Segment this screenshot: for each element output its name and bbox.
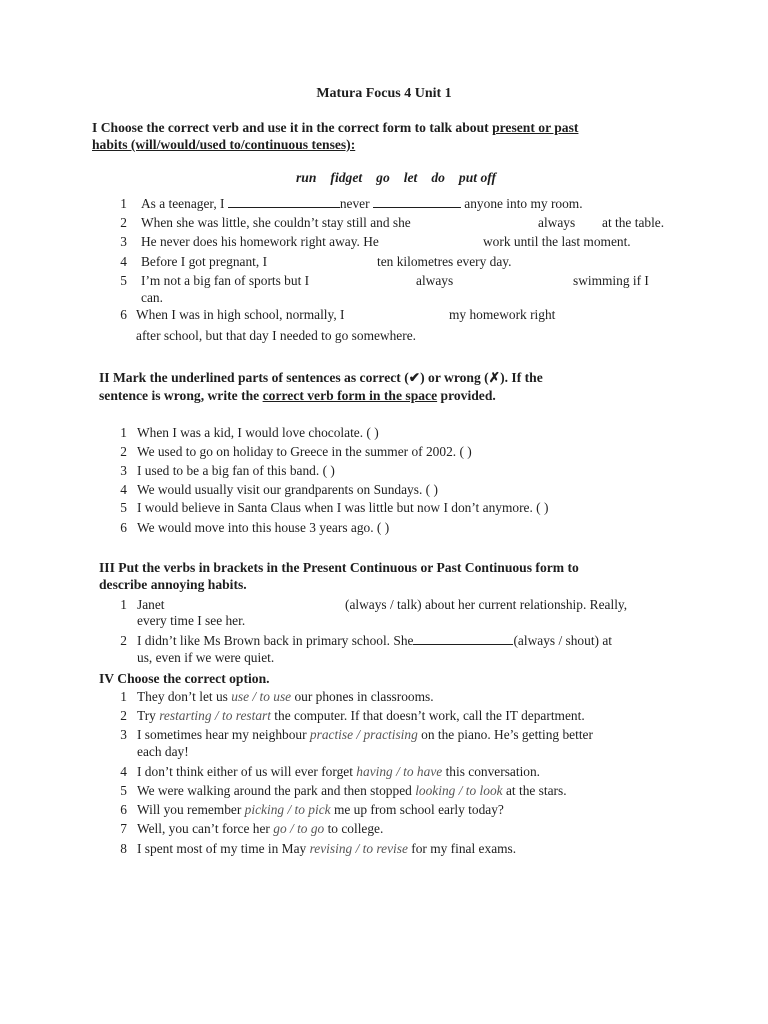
section-2-heading-text: sentence is wrong, write the	[99, 388, 263, 403]
option-separator: /	[352, 841, 363, 856]
item-text: I’m not a big fan of sports but I	[141, 273, 310, 288]
exercise-4-item	[137, 689, 434, 705]
exercise-2-item: I would believe in Santa Claus when I was little but now I don’t anymore. ( )	[137, 500, 549, 515]
exercise-4-item	[137, 802, 504, 818]
item-text: (always / talk) about her current relationship. Really,	[345, 597, 628, 612]
item-number: 5	[120, 500, 127, 515]
item-text: He never does his homework right away. He	[141, 234, 379, 249]
option-b[interactable]: to revise	[362, 841, 408, 856]
exercise-2-item: We used to go on holiday to Greece in the summer of 2002. ( )	[137, 444, 472, 459]
item-number: 7	[120, 821, 127, 836]
option-a[interactable]: go	[273, 821, 287, 836]
item-text: after school, but that day I needed to go somewhere.	[136, 328, 416, 343]
item-number: 4	[120, 764, 127, 779]
word-bank-item: fidget	[330, 170, 363, 185]
option-separator: /	[455, 783, 466, 798]
exercise-4-item	[137, 708, 585, 724]
item-text: on the piano. He’s getting better	[417, 727, 593, 742]
item-number: 2	[120, 215, 127, 230]
item-text: never	[339, 196, 373, 211]
item-text: every time I see her.	[137, 613, 246, 628]
answer-blank[interactable]	[228, 196, 340, 208]
item-text: I sometimes hear my neighbour	[137, 727, 310, 742]
exercise-4-item	[137, 821, 383, 837]
exercise-2-item: We would usually visit our grandparents on Sundays. ( )	[137, 482, 438, 497]
option-a[interactable]: revising	[309, 841, 353, 856]
item-text: the computer. If that doesn’t work, call the IT department.	[270, 708, 585, 723]
item-text: at the stars.	[502, 783, 567, 798]
option-a[interactable]: having	[356, 764, 393, 779]
item-number: 8	[120, 841, 127, 856]
item-number: 6	[120, 520, 127, 535]
item-text: for my final exams.	[407, 841, 517, 856]
option-a[interactable]: picking	[244, 802, 285, 817]
option-b[interactable]: practising	[363, 727, 418, 742]
section-3-heading-line2: describe annoying habits.	[99, 577, 247, 592]
option-separator: /	[392, 764, 404, 779]
item-text: ten kilometres every day.	[377, 254, 512, 269]
item-number: 2	[120, 633, 127, 648]
section-3-heading: III Put the verbs in brackets in the Present Continuous or Past Continuous form to	[99, 560, 579, 575]
item-number: 5	[120, 783, 127, 798]
item-number: 1	[120, 425, 127, 440]
option-a[interactable]: practise	[309, 727, 354, 742]
item-number: 4	[120, 254, 127, 269]
section-1-heading-line2: habits (will/would/used to/continuous tenses):	[92, 137, 356, 152]
word-bank-item: do	[431, 170, 445, 185]
item-text: swimming if I	[573, 273, 649, 288]
exercise-1-item-1	[141, 196, 583, 212]
exercise-2-item: We would move into this house 3 years ago. ( )	[137, 520, 390, 535]
item-text: As a teenager, I	[141, 196, 228, 211]
option-b[interactable]: to look	[465, 783, 503, 798]
option-separator: /	[249, 689, 260, 704]
word-bank	[296, 170, 510, 186]
item-text: Before I got pregnant, I	[141, 254, 268, 269]
item-text: They don’t let us	[137, 689, 232, 704]
option-b[interactable]: to go	[297, 821, 325, 836]
option-separator: /	[284, 802, 295, 817]
section-4-heading: IV Choose the correct option.	[99, 671, 270, 686]
section-1-heading-underlined: present or past	[492, 120, 579, 135]
exercise-4-item	[137, 783, 567, 799]
item-text: anyone into my room.	[460, 196, 583, 211]
item-text: can.	[141, 290, 163, 305]
item-text: When I was in high school, normally, I	[136, 307, 345, 322]
item-text: Well, you can’t force her	[137, 821, 274, 836]
item-number: 4	[120, 482, 127, 497]
exercise-2-item: I used to be a big fan of this band. ( )	[137, 463, 335, 478]
exercise-3-item-2	[137, 633, 612, 649]
exercise-4-item	[137, 764, 540, 780]
item-text: always	[416, 273, 454, 288]
option-a[interactable]: use	[231, 689, 250, 704]
item-text: us, even if we were quiet.	[137, 650, 275, 665]
option-a[interactable]: looking	[415, 783, 456, 798]
item-text: I didn’t like Ms Brown back in primary school. She	[137, 633, 414, 648]
item-number: 1	[120, 196, 127, 211]
option-separator: /	[353, 727, 364, 742]
item-text: me up from school early today?	[330, 802, 504, 817]
answer-blank[interactable]	[373, 196, 461, 208]
section-2-heading: II Mark the underlined parts of sentences as correct (✔) or wrong (✗). If the	[99, 370, 543, 385]
item-text: our phones in classrooms.	[291, 689, 434, 704]
section-2-heading-text: provided.	[437, 388, 496, 403]
item-number: 3	[120, 727, 127, 742]
word-bank-item: go	[376, 170, 390, 185]
section-1-heading-text: I Choose the correct verb and use it in the correct form to talk about	[92, 120, 493, 135]
exercise-2-item: When I was a kid, I would love chocolate. ( )	[137, 425, 379, 440]
item-number: 6	[120, 307, 127, 322]
item-number: 1	[120, 689, 127, 704]
exercise-4-item	[137, 841, 516, 857]
item-text: Try	[137, 708, 160, 723]
item-text: When she was little, she couldn’t stay still and she	[141, 215, 411, 230]
item-text: always	[538, 215, 576, 230]
option-a[interactable]: restarting	[159, 708, 212, 723]
option-separator: /	[286, 821, 298, 836]
item-text: (always / shout) at	[513, 633, 613, 648]
item-text: work until the last moment.	[483, 234, 631, 249]
item-text: Janet	[137, 597, 165, 612]
item-number: 3	[120, 234, 127, 249]
option-b[interactable]: to have	[403, 764, 443, 779]
item-text: Will you remember	[137, 802, 245, 817]
item-text: my homework right	[449, 307, 556, 322]
section-2-heading-underlined: correct verb form in the space	[262, 388, 438, 403]
item-text: I don’t think either of us will ever forget	[137, 764, 357, 779]
section-2-heading-line2	[99, 388, 496, 404]
item-number: 2	[120, 708, 127, 723]
answer-blank[interactable]	[413, 633, 513, 645]
item-number: 5	[120, 273, 127, 288]
item-text: I spent most of my time in May	[137, 841, 310, 856]
item-number: 3	[120, 463, 127, 478]
exercise-4-item	[137, 727, 593, 743]
word-bank-item: run	[296, 170, 317, 185]
section-1-heading	[92, 120, 578, 136]
item-number: 6	[120, 802, 127, 817]
word-bank-item: put off	[458, 170, 497, 185]
item-number: 1	[120, 597, 127, 612]
page-title: Matura Focus 4 Unit 1	[316, 86, 452, 101]
item-text: each day!	[137, 744, 189, 759]
item-text: at the table.	[602, 215, 665, 230]
word-bank-item: let	[403, 170, 418, 185]
item-number: 2	[120, 444, 127, 459]
option-separator: /	[211, 708, 222, 723]
item-text: to college.	[324, 821, 384, 836]
item-text: this conversation.	[442, 764, 541, 779]
option-b[interactable]: to use	[259, 689, 292, 704]
option-b[interactable]: to restart	[221, 708, 271, 723]
option-b[interactable]: to pick	[294, 802, 331, 817]
item-text: We were walking around the park and then stopped	[137, 783, 416, 798]
